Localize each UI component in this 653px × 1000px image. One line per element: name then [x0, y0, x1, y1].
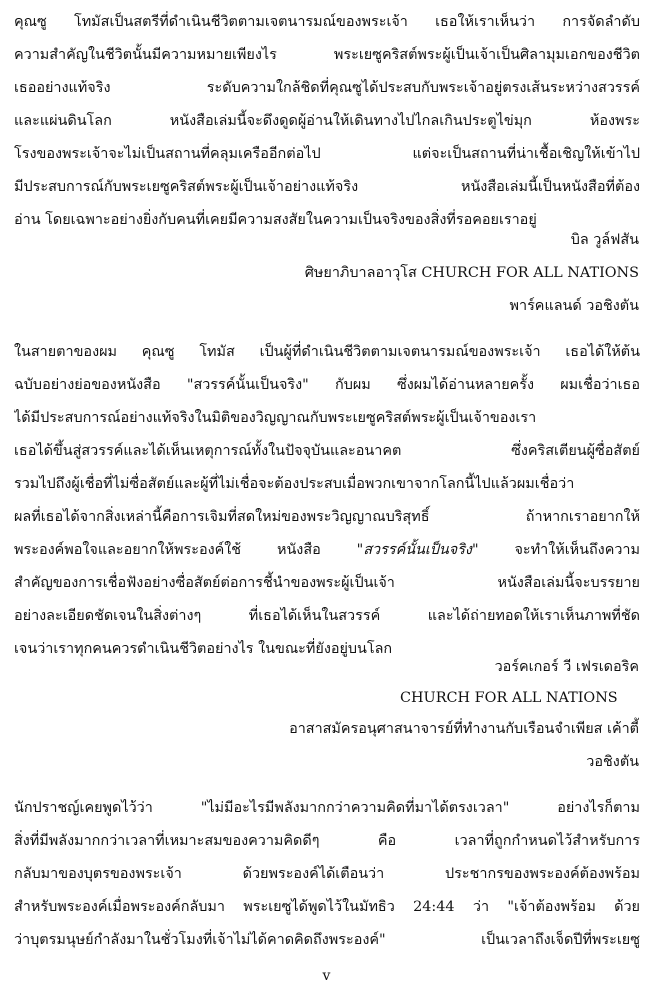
text-line: เธอได้ขึ้นสู่สวรรค์และได้เห็นเหตุการณ์ทั้งในปัจจุบันและอนาคต ซึ่งคริสเตียนผู้ซื่อสัตย์: [14, 443, 640, 459]
text-line: สำหรับพระองค์เมื่อพระองค์กลับมา พระเยซูได้พูดไว้ในมัทธิว 24:44 ว่า "เจ้าต้องพร้อม ด้วย: [14, 899, 640, 915]
text-segment: พระองค์พอใจและอยากให้พระองค์ใช้ หนังสือ: [14, 542, 357, 558]
text-line: ความสำคัญในชีวิตนั้นมีความหมายเพียงไร พระเยซูคริสต์พระผู้เป็นเจ้าเป็นศิลามุมเอกของชีวิต: [14, 47, 640, 63]
text-line: เธออย่างแท้จริง ระดับความใกล้ชิดที่คุณซูได้ประสบกับพระเจ้าอยู่ตรงเส้นระหว่างสวรรค์: [14, 80, 640, 96]
text-line: คุณซู โทมัสเป็นสตรีที่ดำเนินชีวิตตามเจตนารมณ์ของพระเจ้า เธอให้เราเห็นว่า การจัดลำดับ: [14, 14, 640, 30]
text-line: นักปราชญ์เคยพูดไว้ว่า "ไม่มีอะไรมีพลังมากกว่าความคิดที่มาได้ตรงเวลา" อย่างไรก็ตาม: [14, 800, 640, 816]
text-line: รวมไปถึงผู้เชื่อที่ไม่ซื่อสัตย์และผู้ที่ไม่เชื่อจะต้องประสบเมื่อพวกเขาจากโลกนี้ไปแล้วผมเชื่อว่า: [14, 476, 575, 492]
book-title-italic: "สวรรค์นั้นเป็นจริง": [356, 542, 479, 558]
text-line: อ่าน โดยเฉพาะอย่างยิ่งกับคนที่เคยมีความสงสัยในความเป็นจริงของสิ่งที่รอคอยเราอยู่: [14, 212, 537, 228]
text-line: ได้มีประสบการณ์อย่างแท้จริงในมิติของวิญญาณกับพระเยซูคริสต์พระผู้เป็นเจ้าของเรา: [14, 410, 537, 426]
text-line: เจนว่าเราทุกคนควรดำเนินชีวิตอย่างไร ในขณะที่ยังอยู่บนโลก: [14, 641, 393, 657]
text-line: กลับมาของบุตรของพระเจ้า ด้วยพระองค์ได้เตือนว่า ประชากรของพระองค์ต้องพร้อม: [14, 866, 640, 882]
signature-place: วอชิงตัน: [586, 754, 639, 770]
signature-role-block: [289, 713, 639, 779]
text-segment: จะทำให้เห็นถึงความ: [478, 542, 640, 558]
text-line: ว่าบุตรมนุษย์กำลังมาในชั่วโมงที่เจ้าไม่ได้คาดคิดถึงพระองค์" เป็นเวลาถึงเจ็ดปีที่พระเยซู: [14, 932, 640, 948]
signature-block-2: [495, 651, 639, 684]
text-line: ในสายตาของผม คุณซู โทมัส เป็นผู้ที่ดำเนินชีวิตตามเจตนารมณ์ของพระเจ้า เธอได้ให้ต้น: [14, 344, 640, 360]
signature-place: พาร์คแลนด์ วอชิงตัน: [509, 298, 639, 314]
text-line: ผลที่เธอได้จากสิ่งเหล่านี้คือการเจิมที่สดใหม่ของพระวิญญาณบริสุทธิ์ ถ้าหากเราอยากให้: [14, 509, 640, 525]
signature-org-block: [400, 682, 618, 715]
signature-block-1: [305, 224, 639, 323]
endorsement-paragraph-2: [14, 336, 640, 666]
signature-org: CHURCH FOR ALL NATIONS: [400, 690, 618, 706]
text-line: สำคัญของการเชื่อฟังอย่างซื่อสัตย์ต่อการชี้นำของพระผู้เป็นเจ้า หนังสือเล่มนี้จะบรรยาย: [14, 575, 640, 591]
page-number: v: [322, 968, 331, 984]
text-line: โรงของพระเจ้าจะไม่เป็นสถานที่คลุมเครืออีกต่อไป แต่จะเป็นสถานที่น่าเชื้อเชิญให้เข้าไป: [14, 146, 640, 162]
text-line: และแผ่นดินโลก หนังสือเล่มนี้จะดึงดูดผู้อ่านให้เดินทางไปไกลเกินประตูไข่มุก ห้องพระ: [14, 113, 640, 129]
endorsement-paragraph-1: [14, 6, 640, 237]
text-line: ฉบับอย่างย่อของหนังสือ "สวรรค์นั้นเป็นจริง" กับผม ซึ่งผมได้อ่านหลายครั้ง ผมเชื่อว่าเธอ: [14, 377, 640, 393]
text-line: มีประสบการณ์กับพระเยซูคริสต์พระผู้เป็นเจ้าอย่างแท้จริง หนังสือเล่มนี้เป็นหนังสือที่ต้อง: [14, 179, 640, 195]
text-line: [14, 534, 640, 567]
text-line: อย่างละเอียดชัดเจนในสิ่งต่างๆ ที่เธอได้เห็นในสวรรค์ และได้ถ่ายทอดให้เราเห็นภาพที่ชัด: [14, 608, 640, 624]
signature-name: วอร์คเกอร์ วี เฟรเดอริค: [494, 659, 639, 675]
text-line: สิ่งที่มีพลังมากกว่าเวลาที่เหมาะสมของความคิดดีๆ คือ เวลาที่ถูกกำหนดไว้สำหรับการ: [14, 833, 640, 849]
signature-role: อาสาสมัครอนุศาสนาจารย์ที่ทำงานกับเรือนจำเพียส เค้าตี้: [289, 721, 639, 737]
body-paragraph-3: [14, 792, 640, 957]
signature-title: ศิษยาภิบาลอาวุโส CHURCH FOR ALL NATIONS: [304, 265, 639, 281]
signature-name: บิล วูล์ฟสัน: [570, 232, 639, 248]
